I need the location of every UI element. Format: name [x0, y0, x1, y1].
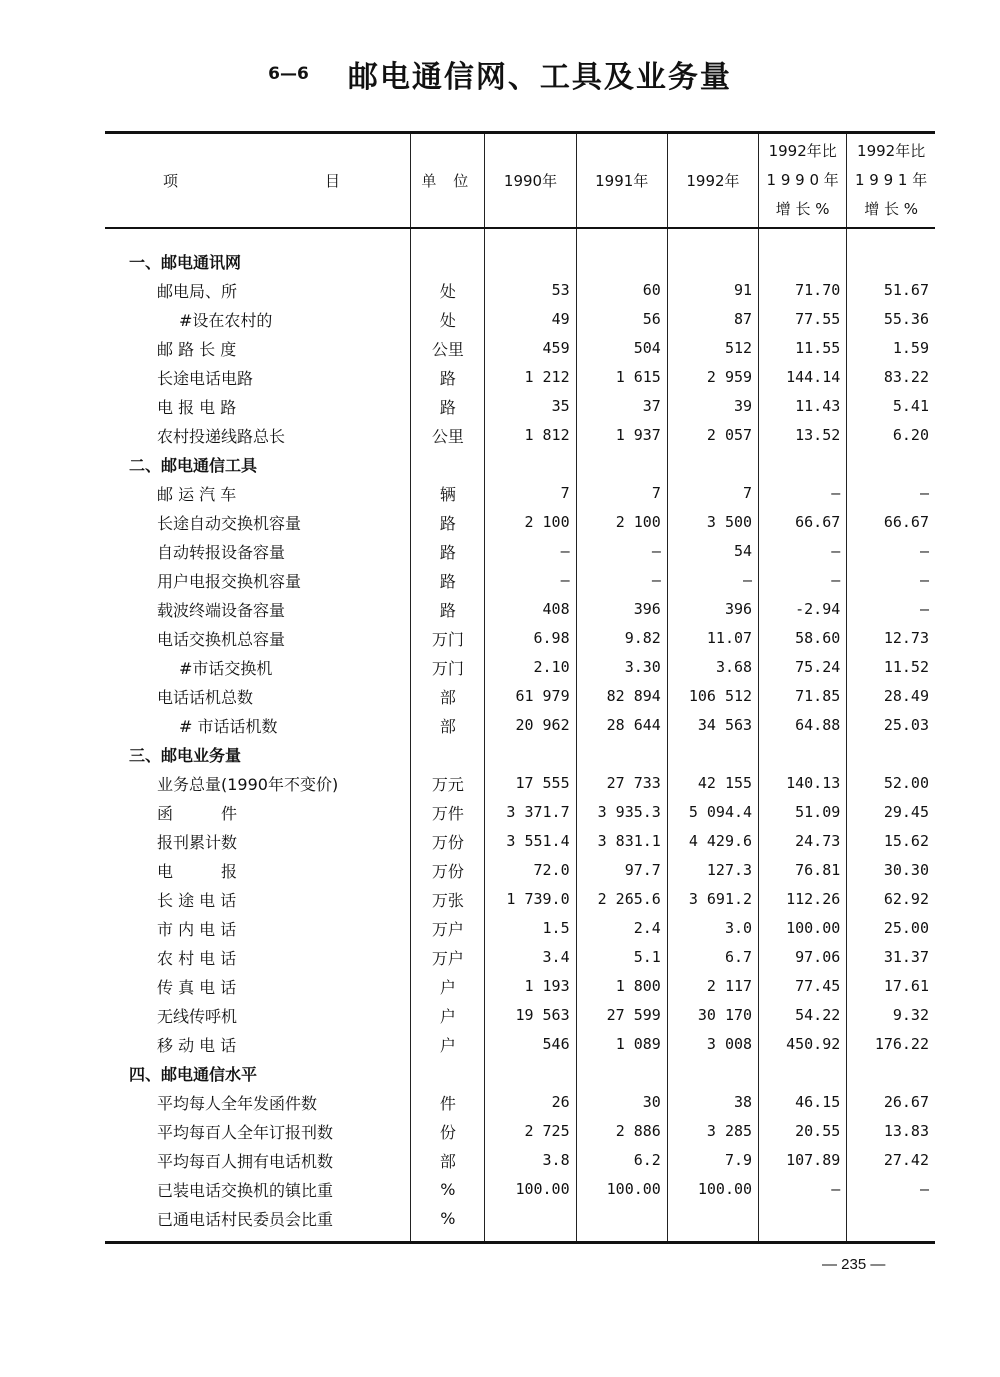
table-row [105, 276, 935, 305]
value-cell-v1990: 1 812 [485, 421, 576, 450]
unit-cell: 路 [411, 566, 485, 595]
value-cell-v1991 [576, 228, 667, 276]
value-cell-v1990 [485, 1204, 576, 1243]
value-cell-v1990: 3.8 [485, 1146, 576, 1175]
value-cell-p2: 17.61 [847, 972, 935, 1001]
header-unit: 单 位 [411, 133, 485, 228]
value-cell-p1: 140.13 [759, 769, 847, 798]
value-cell-v1992: 2 057 [667, 421, 758, 450]
value-cell-v1990: 72.0 [485, 856, 576, 885]
value-cell-p1: 46.15 [759, 1088, 847, 1117]
value-cell-p1: 13.52 [759, 421, 847, 450]
value-cell-v1991: 5.1 [576, 943, 667, 972]
table-row [105, 508, 935, 537]
value-cell-v1992 [667, 740, 758, 769]
value-cell-v1990: 2 725 [485, 1117, 576, 1146]
value-cell-v1992: 2 959 [667, 363, 758, 392]
value-cell-p1: 75.24 [759, 653, 847, 682]
value-cell-v1990: 17 555 [485, 769, 576, 798]
row-label: 移 动 电 话 [157, 1035, 237, 1055]
table-row [105, 595, 935, 624]
value-cell-p2: 13.83 [847, 1117, 935, 1146]
value-cell-p1 [759, 1204, 847, 1243]
value-cell-p2 [847, 1059, 935, 1088]
value-cell-v1990: 1 739.0 [485, 885, 576, 914]
section-row [105, 228, 935, 276]
value-cell-p2: — [847, 595, 935, 624]
unit-cell: 万份 [411, 856, 485, 885]
row-label: 自动转报设备容量 [157, 542, 286, 562]
table-row [105, 682, 935, 711]
value-cell-v1990: 546 [485, 1030, 576, 1059]
table-row [105, 653, 935, 682]
value-cell-v1992 [667, 228, 758, 276]
table-title [0, 52, 1000, 96]
table-row [105, 943, 935, 972]
value-cell-v1992: 127.3 [667, 856, 758, 885]
value-cell-v1992 [667, 450, 758, 479]
row-label: 电话话机总数 [157, 687, 254, 707]
table-row [105, 1088, 935, 1117]
value-cell-v1991: 97.7 [576, 856, 667, 885]
value-cell-v1990: 3.4 [485, 943, 576, 972]
value-cell-p2: 52.00 [847, 769, 935, 798]
value-cell-v1992: 39 [667, 392, 758, 421]
value-cell-p2: 31.37 [847, 943, 935, 972]
value-cell-p2: 176.22 [847, 1030, 935, 1059]
value-cell-v1991: 2 886 [576, 1117, 667, 1146]
value-cell-v1991: 37 [576, 392, 667, 421]
value-cell-v1990: — [485, 566, 576, 595]
section-row [105, 1059, 935, 1088]
unit-cell: 万门 [411, 653, 485, 682]
value-cell-v1991: 100.00 [576, 1175, 667, 1204]
value-cell-p1: 24.73 [759, 827, 847, 856]
value-cell-v1990: 2.10 [485, 653, 576, 682]
table-row [105, 856, 935, 885]
value-cell-p1: — [759, 1175, 847, 1204]
row-label: 市 内 电 话 [157, 919, 237, 939]
header-1991: 1991年 [576, 133, 667, 228]
unit-cell [411, 1059, 485, 1088]
value-cell-v1990 [485, 450, 576, 479]
unit-cell: 路 [411, 363, 485, 392]
section-row [105, 450, 935, 479]
value-cell-v1991: 1 615 [576, 363, 667, 392]
value-cell-v1990: 3 371.7 [485, 798, 576, 827]
table-row [105, 363, 935, 392]
header-growth-vs-1991: 1992年比 1 9 9 1 年 增 长 % [847, 133, 935, 228]
value-cell-p2 [847, 1204, 935, 1243]
value-cell-v1992: 7.9 [667, 1146, 758, 1175]
unit-cell: 部 [411, 682, 485, 711]
value-cell-v1991: 3 831.1 [576, 827, 667, 856]
unit-cell: 路 [411, 508, 485, 537]
value-cell-p1: — [759, 479, 847, 508]
value-cell-p1: 144.14 [759, 363, 847, 392]
value-cell-v1991: 28 644 [576, 711, 667, 740]
value-cell-v1992: 3.68 [667, 653, 758, 682]
value-cell-p2: 5.41 [847, 392, 935, 421]
value-cell-v1990: 1.5 [485, 914, 576, 943]
value-cell-p1: 54.22 [759, 1001, 847, 1030]
table-row [105, 537, 935, 566]
table-row [105, 334, 935, 363]
value-cell-v1991: 1 089 [576, 1030, 667, 1059]
value-cell-p2: 30.30 [847, 856, 935, 885]
value-cell-v1992: 3 691.2 [667, 885, 758, 914]
value-cell-p2: — [847, 566, 935, 595]
value-cell-v1990: 1 193 [485, 972, 576, 1001]
row-label: #设在农村的 [179, 310, 273, 330]
value-cell-v1990: 61 979 [485, 682, 576, 711]
value-cell-p1: 11.55 [759, 334, 847, 363]
value-cell-p2: 1.59 [847, 334, 935, 363]
value-cell-v1992: 87 [667, 305, 758, 334]
row-label: 平均每人全年发函件数 [157, 1093, 318, 1113]
value-cell-v1990: 100.00 [485, 1175, 576, 1204]
value-cell-v1991 [576, 1059, 667, 1088]
value-cell-p1: 450.92 [759, 1030, 847, 1059]
table-row [105, 421, 935, 450]
value-cell-v1992: 30 170 [667, 1001, 758, 1030]
value-cell-v1991: 2 265.6 [576, 885, 667, 914]
value-cell-p2 [847, 450, 935, 479]
table-row [105, 392, 935, 421]
value-cell-v1991: 1 937 [576, 421, 667, 450]
table-row [105, 566, 935, 595]
value-cell-v1992: 5 094.4 [667, 798, 758, 827]
value-cell-v1991: 1 800 [576, 972, 667, 1001]
section-heading: 一、邮电通讯网 [129, 252, 242, 272]
value-cell-p2: 15.62 [847, 827, 935, 856]
table-body [105, 228, 935, 1243]
table-row [105, 914, 935, 943]
value-cell-p2 [847, 228, 935, 276]
value-cell-p1: 76.81 [759, 856, 847, 885]
value-cell-p2: 29.45 [847, 798, 935, 827]
table-row [105, 885, 935, 914]
unit-cell: 户 [411, 1001, 485, 1030]
value-cell-p1 [759, 740, 847, 769]
table-row [105, 624, 935, 653]
unit-cell: 户 [411, 1030, 485, 1059]
unit-cell: 万张 [411, 885, 485, 914]
table-row [105, 972, 935, 1001]
row-label: 平均每百人全年订报刊数 [157, 1122, 334, 1142]
value-cell-p1 [759, 450, 847, 479]
table-name: 邮电通信网、工具及业务量 [347, 60, 732, 95]
unit-cell: 公里 [411, 421, 485, 450]
value-cell-v1990: 19 563 [485, 1001, 576, 1030]
row-label: #市话交换机 [179, 658, 273, 678]
row-label: 无线传呼机 [157, 1006, 238, 1026]
value-cell-p1: 51.09 [759, 798, 847, 827]
row-label: 邮电局、所 [157, 281, 238, 301]
value-cell-p1: — [759, 537, 847, 566]
value-cell-v1991: 2.4 [576, 914, 667, 943]
row-label: 已通电话村民委员会比重 [105, 1204, 411, 1243]
unit-cell: 万元 [411, 769, 485, 798]
unit-cell: 万户 [411, 914, 485, 943]
value-cell-p1: 64.88 [759, 711, 847, 740]
row-label: 邮 路 长 度 [157, 339, 237, 359]
row-label: 电话交换机总容量 [157, 629, 286, 649]
value-cell-v1990: 49 [485, 305, 576, 334]
unit-cell: 辆 [411, 479, 485, 508]
value-cell-v1991: 7 [576, 479, 667, 508]
value-cell-v1992: 3.0 [667, 914, 758, 943]
row-label: 用户电报交换机容量 [157, 571, 302, 591]
table-row [105, 1146, 935, 1175]
value-cell-v1990: 7 [485, 479, 576, 508]
row-label: 业务总量(1990年不变价) [157, 774, 339, 794]
value-cell-p2: 55.36 [847, 305, 935, 334]
value-cell-v1992: 42 155 [667, 769, 758, 798]
section-row [105, 740, 935, 769]
row-label: 长途电话电路 [157, 368, 254, 388]
value-cell-p2: 12.73 [847, 624, 935, 653]
value-cell-v1992 [667, 1059, 758, 1088]
section-heading: 三、邮电业务量 [129, 745, 242, 765]
table-row [105, 1175, 935, 1204]
row-label: 邮 运 汽 车 [157, 484, 237, 504]
value-cell-v1991: 6.2 [576, 1146, 667, 1175]
value-cell-v1991: — [576, 566, 667, 595]
value-cell-v1991 [576, 1204, 667, 1243]
value-cell-p2: 25.03 [847, 711, 935, 740]
value-cell-v1990: 408 [485, 595, 576, 624]
unit-cell: % [411, 1204, 485, 1243]
unit-cell: 万份 [411, 827, 485, 856]
value-cell-p2: 11.52 [847, 653, 935, 682]
header-item-b: 目 [325, 172, 341, 190]
value-cell-v1991: 60 [576, 276, 667, 305]
value-cell-p2: 6.20 [847, 421, 935, 450]
section-heading: 四、邮电通信水平 [129, 1064, 258, 1084]
value-cell-v1992: 512 [667, 334, 758, 363]
unit-cell: 万户 [411, 943, 485, 972]
value-cell-v1992: 3 285 [667, 1117, 758, 1146]
table-row [105, 1117, 935, 1146]
header-1990: 1990年 [485, 133, 576, 228]
value-cell-v1990: 53 [485, 276, 576, 305]
value-cell-p2: 62.92 [847, 885, 935, 914]
value-cell-p2 [847, 740, 935, 769]
table-row [105, 769, 935, 798]
value-cell-v1990: 459 [485, 334, 576, 363]
table-row [105, 305, 935, 334]
value-cell-v1991: — [576, 537, 667, 566]
value-cell-p1: 71.70 [759, 276, 847, 305]
value-cell-v1990: 6.98 [485, 624, 576, 653]
value-cell-p1: 20.55 [759, 1117, 847, 1146]
value-cell-p2: 28.49 [847, 682, 935, 711]
row-label: 函 件 [157, 803, 238, 823]
table-row [105, 1030, 935, 1059]
unit-cell: 户 [411, 972, 485, 1001]
value-cell-v1990: 2 100 [485, 508, 576, 537]
value-cell-v1992: 3 008 [667, 1030, 758, 1059]
unit-cell: 件 [411, 1088, 485, 1117]
value-cell-v1991: 3.30 [576, 653, 667, 682]
value-cell-v1991: 9.82 [576, 624, 667, 653]
value-cell-v1991 [576, 740, 667, 769]
value-cell-p1: 77.45 [759, 972, 847, 1001]
value-cell-p2: 51.67 [847, 276, 935, 305]
value-cell-v1992: 3 500 [667, 508, 758, 537]
value-cell-p1: 100.00 [759, 914, 847, 943]
value-cell-p1: 97.06 [759, 943, 847, 972]
value-cell-p1: 112.26 [759, 885, 847, 914]
table-row [105, 1204, 935, 1243]
unit-cell [411, 450, 485, 479]
value-cell-p2: 26.67 [847, 1088, 935, 1117]
row-label: 报刊累计数 [157, 832, 238, 852]
row-label: 已装电话交换机的镇比重 [157, 1180, 334, 1200]
table-row [105, 711, 935, 740]
value-cell-v1992: 396 [667, 595, 758, 624]
header-growth-vs-1990: 1992年比 1 9 9 0 年 增 长 % [759, 133, 847, 228]
value-cell-v1990: 1 212 [485, 363, 576, 392]
value-cell-v1992: 54 [667, 537, 758, 566]
value-cell-v1992: 34 563 [667, 711, 758, 740]
unit-cell: 路 [411, 392, 485, 421]
value-cell-v1992: 91 [667, 276, 758, 305]
value-cell-p2: — [847, 1175, 935, 1204]
value-cell-v1990: 35 [485, 392, 576, 421]
value-cell-v1990 [485, 740, 576, 769]
table-row [105, 827, 935, 856]
value-cell-p1: 11.43 [759, 392, 847, 421]
row-label: 平均每百人拥有电话机数 [157, 1151, 334, 1171]
value-cell-v1990 [485, 228, 576, 276]
table-number: 6—6 [268, 64, 309, 84]
value-cell-v1992: 2 117 [667, 972, 758, 1001]
header-item-a: 项 [163, 172, 179, 190]
value-cell-v1991 [576, 450, 667, 479]
row-label: 农村投递线路总长 [157, 426, 286, 446]
value-cell-p1: 66.67 [759, 508, 847, 537]
value-cell-v1991: 396 [576, 595, 667, 624]
unit-cell: 万件 [411, 798, 485, 827]
value-cell-v1992: 6.7 [667, 943, 758, 972]
table-row [105, 479, 935, 508]
unit-cell: 部 [411, 711, 485, 740]
unit-cell: 份 [411, 1117, 485, 1146]
unit-cell [411, 740, 485, 769]
table-row [105, 798, 935, 827]
value-cell-v1991: 27 599 [576, 1001, 667, 1030]
row-label: 传 真 电 话 [157, 977, 237, 997]
value-cell-p1 [759, 1059, 847, 1088]
unit-cell: 路 [411, 537, 485, 566]
value-cell-p1: -2.94 [759, 595, 847, 624]
value-cell-v1990: 26 [485, 1088, 576, 1117]
value-cell-v1992: — [667, 566, 758, 595]
value-cell-v1991: 504 [576, 334, 667, 363]
value-cell-v1991: 2 100 [576, 508, 667, 537]
value-cell-v1990: — [485, 537, 576, 566]
row-label: 电 报 [157, 861, 238, 881]
unit-cell: 部 [411, 1146, 485, 1175]
row-label: 农 村 电 话 [157, 948, 237, 968]
page-number: — 235 — [822, 1256, 886, 1273]
value-cell-v1992: 11.07 [667, 624, 758, 653]
value-cell-v1992: 100.00 [667, 1175, 758, 1204]
unit-cell: 万门 [411, 624, 485, 653]
value-cell-p1: 77.55 [759, 305, 847, 334]
value-cell-p2: — [847, 479, 935, 508]
value-cell-p2: — [847, 537, 935, 566]
table-row [105, 1001, 935, 1030]
unit-cell: % [411, 1175, 485, 1204]
value-cell-p1: 71.85 [759, 682, 847, 711]
value-cell-v1992: 7 [667, 479, 758, 508]
value-cell-v1992: 4 429.6 [667, 827, 758, 856]
unit-cell: 公里 [411, 334, 485, 363]
value-cell-v1990 [485, 1059, 576, 1088]
value-cell-v1990: 3 551.4 [485, 827, 576, 856]
unit-cell [411, 228, 485, 276]
value-cell-v1991: 82 894 [576, 682, 667, 711]
value-cell-p2: 9.32 [847, 1001, 935, 1030]
value-cell-p2: 27.42 [847, 1146, 935, 1175]
header-1992: 1992年 [667, 133, 758, 228]
row-label: 长 途 电 话 [157, 890, 237, 910]
value-cell-v1991: 56 [576, 305, 667, 334]
row-label: 长途自动交换机容量 [157, 513, 302, 533]
value-cell-p2: 25.00 [847, 914, 935, 943]
row-label: 载波终端设备容量 [157, 600, 286, 620]
value-cell-v1992: 38 [667, 1088, 758, 1117]
section-heading: 二、邮电通信工具 [129, 455, 258, 475]
value-cell-v1991: 3 935.3 [576, 798, 667, 827]
unit-cell: 路 [411, 595, 485, 624]
value-cell-v1991: 30 [576, 1088, 667, 1117]
statistics-table [105, 131, 935, 1244]
value-cell-p1: — [759, 566, 847, 595]
value-cell-v1992: 106 512 [667, 682, 758, 711]
header-item [105, 133, 411, 228]
unit-cell: 处 [411, 305, 485, 334]
value-cell-p2: 83.22 [847, 363, 935, 392]
value-cell-v1992 [667, 1204, 758, 1243]
value-cell-p1: 107.89 [759, 1146, 847, 1175]
row-label: # 市话话机数 [179, 716, 278, 736]
value-cell-v1991: 27 733 [576, 769, 667, 798]
value-cell-p1: 58.60 [759, 624, 847, 653]
header-row [105, 133, 935, 228]
unit-cell: 处 [411, 276, 485, 305]
value-cell-p2: 66.67 [847, 508, 935, 537]
value-cell-v1990: 20 962 [485, 711, 576, 740]
value-cell-p1 [759, 228, 847, 276]
row-label: 电 报 电 路 [157, 397, 237, 417]
